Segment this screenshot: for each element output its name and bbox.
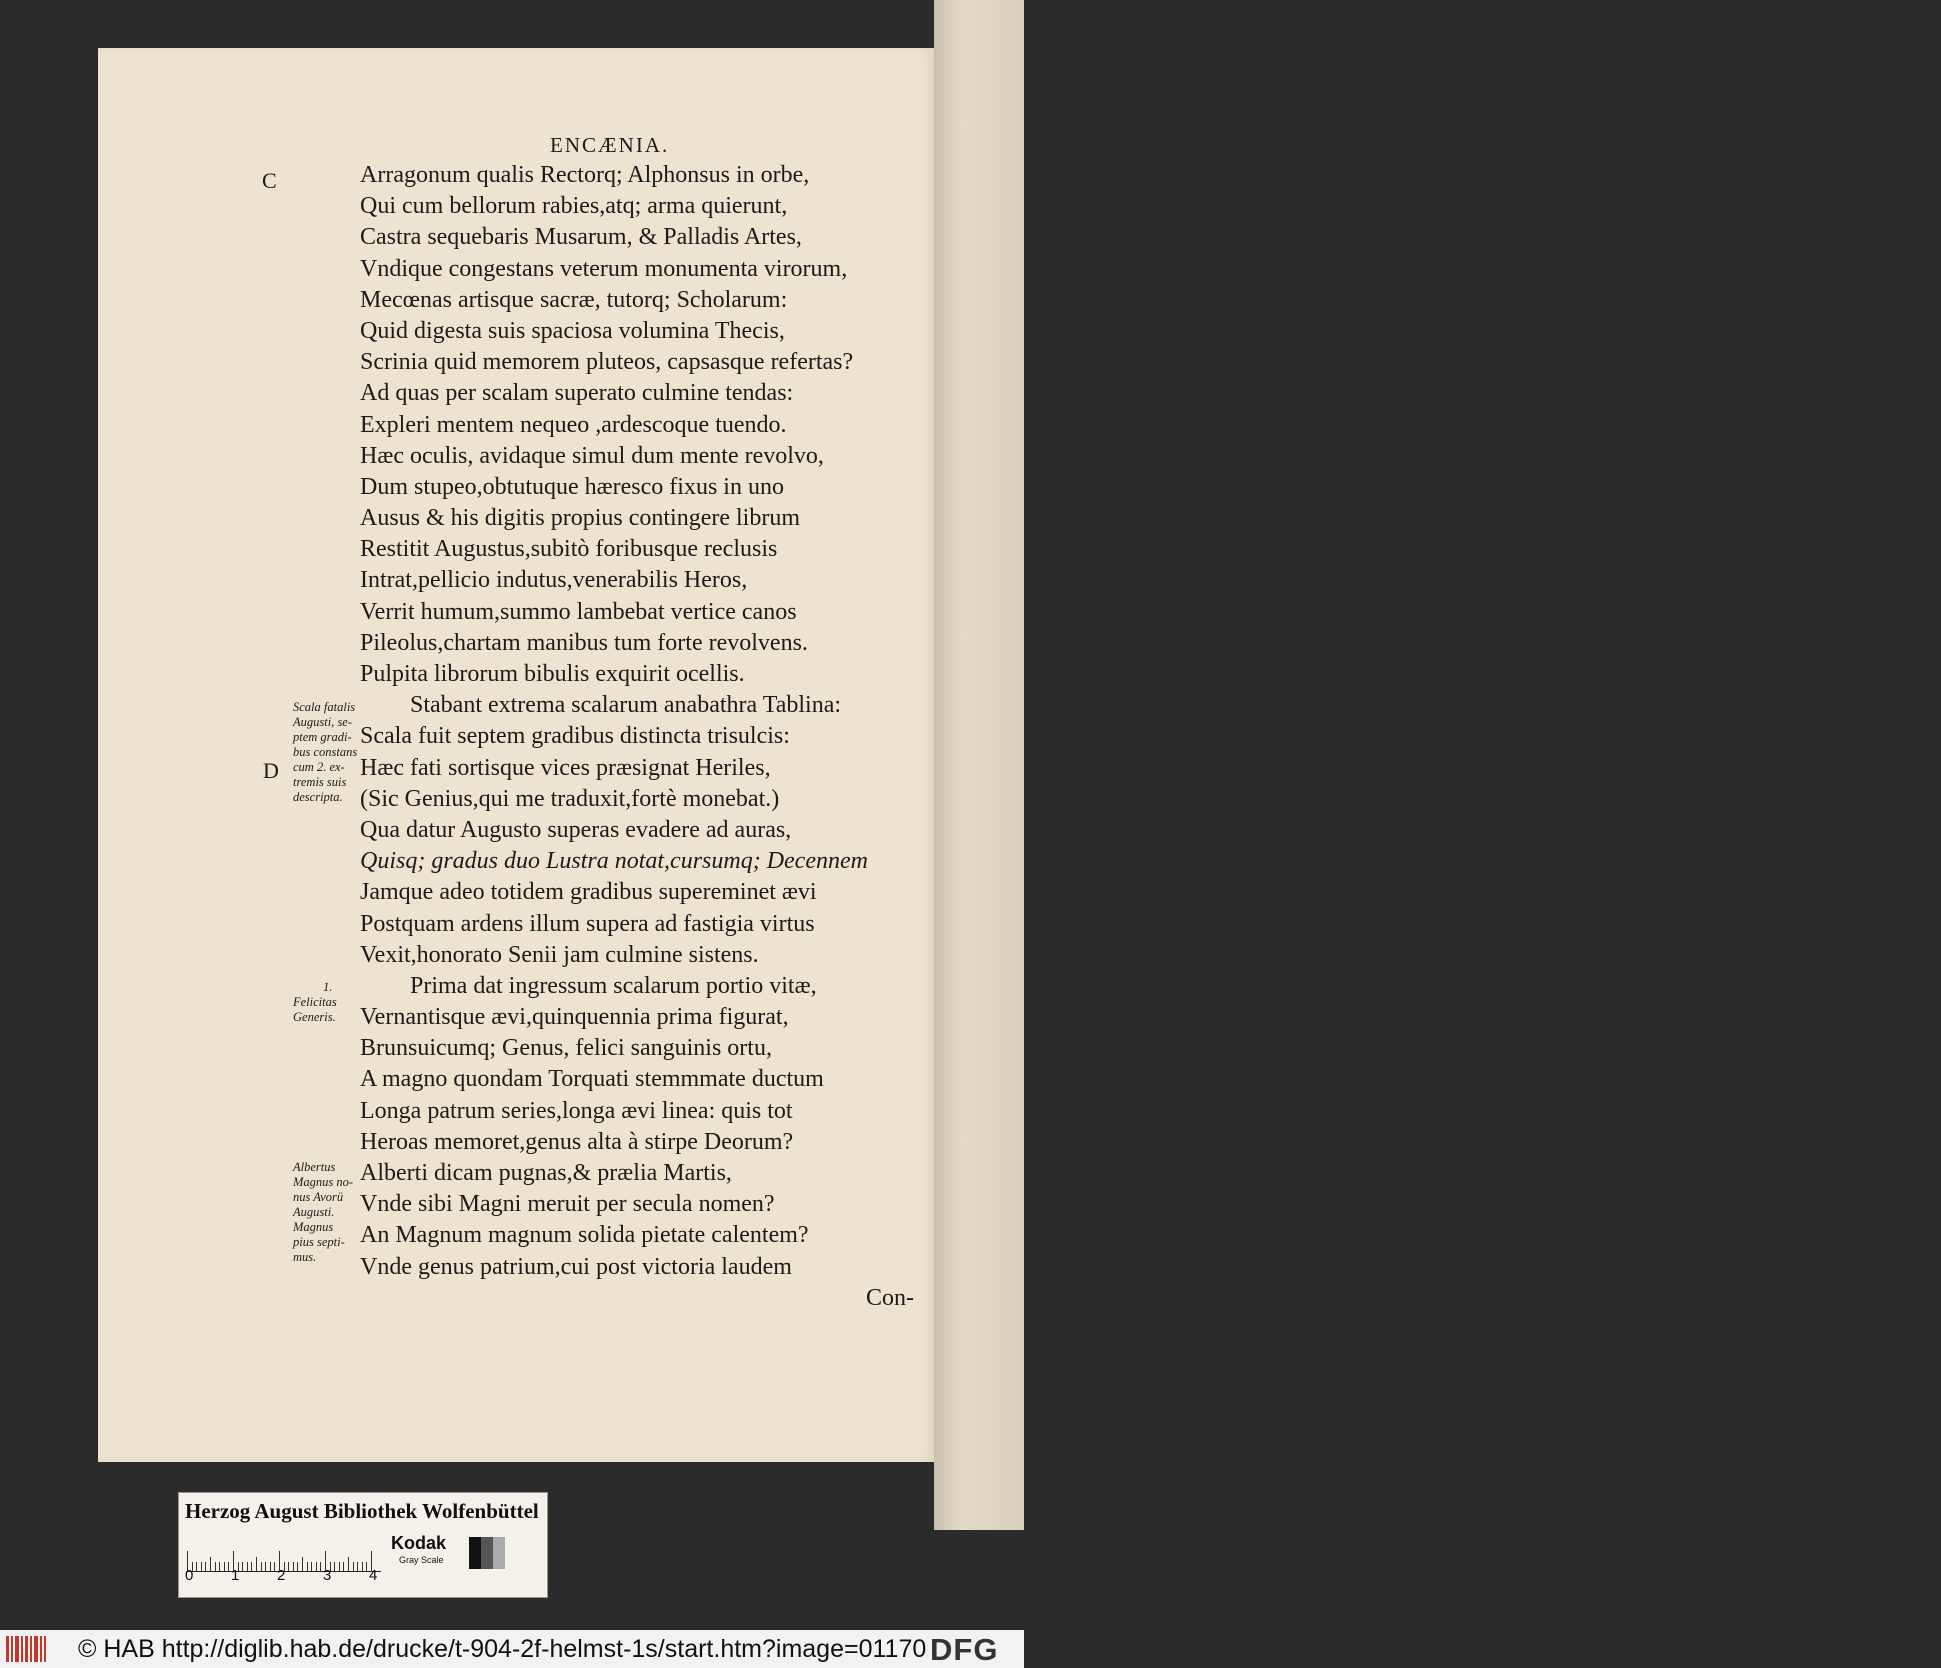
ruler-tick [219,1562,220,1571]
ruler-tick [196,1562,197,1571]
verse-line: Quisq; gradus duo Lustra notat,cursumq; Decennem [360,848,868,875]
verse-line: Prima dat ingressum scalarum portio vitæ, [410,972,817,999]
bleed-through-text: m? [1882,1228,1909,1253]
ruler-number: 2 [277,1567,286,1584]
verse-line: Vnde sibi Magni meruit per secula nomen? [360,1191,775,1218]
gray-scale-patch [481,1537,493,1569]
verse-line: Castra sequebaris Musarum, & Palladis Artes, [360,224,802,251]
verse-line: Ausus & his digitis propius contingere librum [360,505,800,532]
side-note-line: nus Avorü [293,1190,344,1204]
verse-line: Jamque adeo totidem gradibus supereminet ævi [360,879,817,906]
verse-line: Verrit humum,summo lambebat vertice canos [360,598,797,625]
ruler-tick [353,1562,354,1571]
verse-line: Expleri mentem nequeo ,ardescoque tuendo. [360,411,787,438]
ruler-tick [288,1562,289,1571]
verse-line: Arragonum qualis Rectorq; Alphonsus in orbe, [360,162,810,188]
ruler-tick [339,1562,340,1571]
running-head: ENCÆNIA. [550,133,670,157]
side-note-line: Magnus no- [293,1175,354,1189]
barcode-icon [6,1634,46,1664]
verse-line: Pileolus,chartam manibus tum forte revolvens. [360,629,808,656]
kodak-gray-scale-label: Gray Scale [399,1555,444,1565]
verse-line: Pulpita librorum bibulis exquirit ocellis. [360,661,745,687]
side-note-line: descripta. [293,790,343,804]
side-note-line: Felicitas [293,995,337,1009]
kodak-logo: Kodak [391,1533,447,1553]
verse-line: Heroas memoret,genus alta à stirpe Deorum? [360,1128,794,1155]
side-note-line: 1. [323,980,333,994]
verse-line: Vexit,honorato Senii jam culmine sistens. [360,941,759,968]
ruler-tick [320,1562,321,1571]
bleed-through-text: Con- [1882,1290,1926,1315]
verse-line: Mecœnas artisque sacræ, tutorq; Scholarum: [360,286,788,313]
ruler-tick [316,1562,317,1571]
ruler-tick [251,1562,252,1571]
verse-line: Hæc fati sortisque vices præsignat Heriles, [360,754,771,781]
side-note-line: Augusti, se- [293,715,353,729]
bleed-through-text: evi [1882,890,1909,915]
side-note-felicitas [293,980,367,1025]
side-note-line: pius septi- [293,1235,345,1249]
verse-line: Intrat,pellicio indutus,venerabilis Heros, [360,567,748,594]
ruler-tick [297,1562,298,1571]
footer-bar [0,1630,1024,1668]
verse-line: Longa patrum series,longa ævi linea: quis tot [360,1097,793,1124]
signature-mark-c: C [262,168,277,193]
ruler-tick [224,1562,225,1571]
bleed-through-text: rorum, [1882,258,1941,283]
verse-line: Hæc oculis, avidaque simul dum mente revolvo, [360,442,824,469]
adjacent-page-edge [934,0,1941,1530]
side-note-line: mus. [293,1250,317,1264]
library-name: Herzog August Bibliothek Wolfenbüttel [185,1499,539,1523]
verse-line: Quid digesta suis spaciosa volumina Thecis, [360,317,785,344]
gray-scale-patch [469,1537,481,1569]
bleed-through-text: oc [1882,168,1903,193]
verse-line: Postquam ardens illum supera ad fastigia virtus [360,910,815,937]
gray-scale-patch [493,1537,505,1569]
side-note-line: tremis suis [293,775,347,789]
ruler-tick [274,1562,275,1571]
source-link[interactable]: © HAB http://diglib.hab.de/drucke/t-904-2f-helmst-1s/start.htm?image=01170 [78,1635,927,1663]
verse-line: Scala fuit septem gradibus distincta trisulcis: [360,723,790,750]
verse-line: Qua datur Augusto superas evadere ad auras, [360,816,792,843]
ruler-tick [205,1562,206,1571]
verse-line: Restitit Augustus,subitò foribusque reclusis [360,536,778,563]
ruler-tick [242,1562,243,1571]
side-note-scala [293,700,367,805]
bleed-through-text: os [1882,606,1902,631]
ruler-tick [215,1562,216,1571]
ruler-tick [210,1557,211,1571]
verse-line: An Magnum magnum solida pietate calentem? [360,1222,809,1249]
verse-line: Vndique congestans veterum monumenta virorum, [360,255,848,282]
side-note-line: cum 2. ex- [293,760,345,774]
bleed-through-text: blina: [1882,700,1933,725]
side-note-line: Scala fatalis [293,700,356,714]
verse-line: Qui cum bellorum rabies,atq; arma quierunt, [360,193,788,220]
ruler-tick [357,1562,358,1571]
ruler-tick [201,1562,202,1571]
ruler-number: 1 [231,1567,240,1584]
bleed-through-text: ctum [1882,1076,1926,1101]
ruler-tick [265,1562,266,1571]
ruler-tick [348,1557,349,1571]
ruler-number: 0 [185,1567,194,1584]
signature-mark-d: D [263,758,279,783]
ruler-tick [293,1562,294,1571]
verse-line: Stabant extrema scalarum anabathra Tablina: [410,692,842,719]
verse-line: Brunsuicumq; Genus, felici sanguinis ortu, [360,1035,772,1062]
ruler-tick [228,1562,229,1571]
verse-line: Scrinia quid memorem pluteos, capsasque refertas? [360,349,854,376]
verse-line: Vnde genus patrium,cui post victoria laudem [360,1253,792,1280]
bleed-through-text: ertas? [1882,354,1934,379]
ruler-tick [362,1562,363,1571]
verse-line: Alberti dicam pugnas,& prælia Martis, [360,1160,732,1186]
ruler-tick [343,1562,344,1571]
ruler-tick [302,1557,303,1571]
ruler-tick [366,1562,367,1571]
side-note-albertus [293,1160,367,1265]
verse-block [360,160,940,1283]
side-note-line: Magnus [293,1220,334,1234]
library-scale-label [178,1492,548,1598]
ruler-tick [270,1562,271,1571]
catchword: Con- [866,1285,914,1311]
verse-line: A magno quondam Torquati stemmmate ductum [360,1066,824,1093]
verse-line: Ad quas per scalam superato culmine tendas: [360,380,794,407]
bleed-through-text: lvo, [1882,450,1916,475]
ruler-tick [307,1562,308,1571]
side-note-line: Generis. [293,1010,336,1024]
ruler-number: 4 [369,1567,378,1584]
ruler-tick [311,1562,312,1571]
side-note-line: Albertus [293,1160,336,1174]
ruler-tick [247,1562,248,1571]
dfg-logo: DFG [930,1632,999,1667]
ruler-number: 3 [323,1567,332,1584]
side-note-line: bus constans [293,745,358,759]
ruler-tick [334,1562,335,1571]
side-note-line: Augusti. [293,1205,335,1219]
verse-line: (Sic Genius,qui me traduxit,fortè monebat.) [360,785,780,812]
ruler-tick [256,1557,257,1571]
side-note-line: ptem gradi- [293,730,352,744]
verse-line: Dum stupeo,obtutuque hæresco fixus in uno [360,473,784,500]
ruler-tick [261,1562,262,1571]
verse-line: Vernantisque ævi,quinquennia prima figurat, [360,1004,789,1031]
